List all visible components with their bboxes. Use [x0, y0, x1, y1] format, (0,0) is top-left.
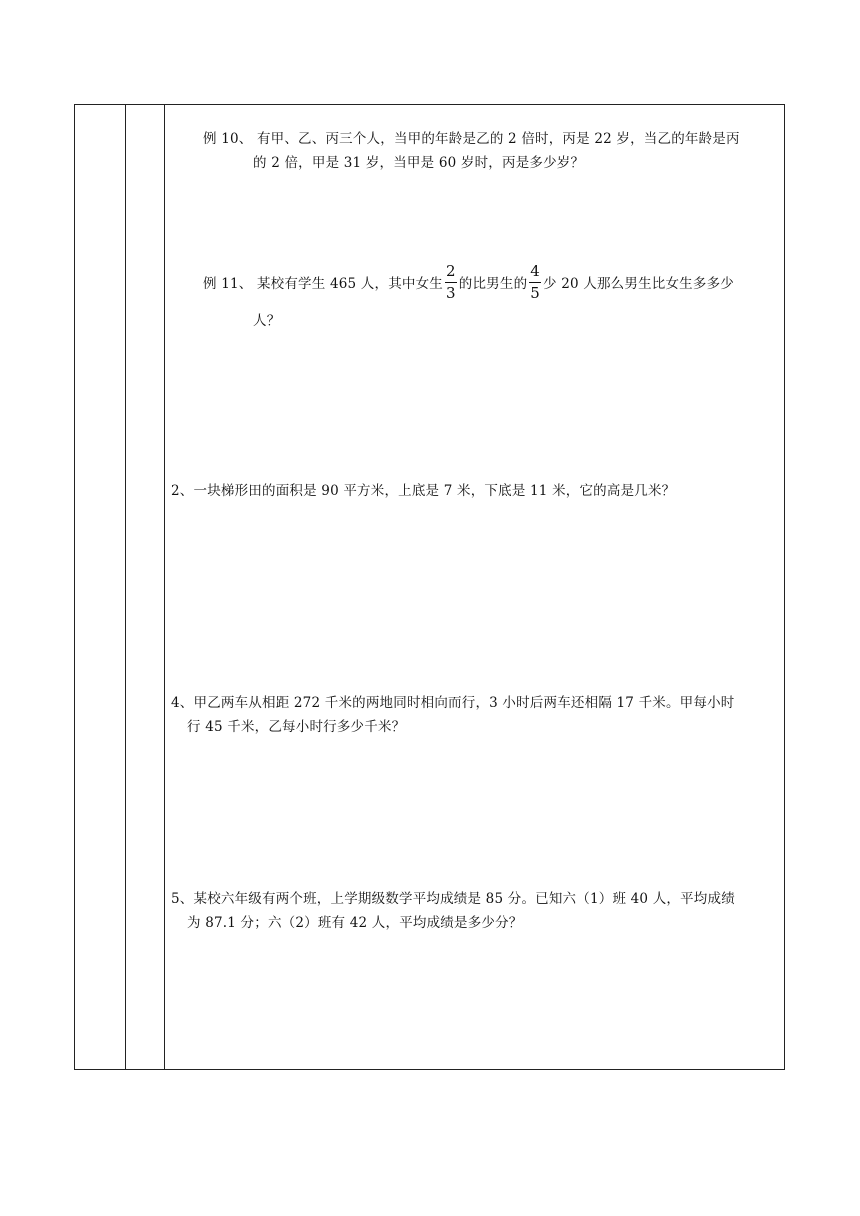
fraction-two-thirds: [445, 261, 457, 302]
column-divider: [164, 105, 165, 1069]
example-11: [203, 263, 783, 333]
fraction-four-fifths: [529, 261, 541, 302]
example-10-line2: 的 2 倍，甲是 31 岁，当甲是 60 岁时，丙是多少岁？: [253, 155, 585, 171]
example-11-text-c: 少 20 人那么男生比女生多多少: [543, 276, 734, 292]
question-5: [171, 887, 783, 935]
question-5-line2: 为 87.1 分；六（2）班有 42 人，平均成绩是多少分？: [187, 915, 523, 931]
column-divider: [125, 105, 126, 1069]
question-4: [171, 691, 783, 739]
question-2-line1: 2、一块梯形田的面积是 90 平方米，上底是 7 米，下底是 11 米，它的高是几米？: [171, 483, 676, 499]
question-4-line1: 4、甲乙两车从相距 272 千米的两地同时相向而行，3 小时后两车还相隔 17 千米。甲每小时: [171, 695, 735, 711]
question-2: [171, 479, 783, 503]
example-10: [203, 127, 783, 175]
example-11-line2: 人？: [253, 313, 281, 329]
fraction-numerator: 4: [529, 264, 541, 283]
example-11-text-b: 的比男生的: [458, 276, 528, 292]
example-11-text-a: 例 11、 某校有学生 465 人，其中女生: [203, 276, 444, 292]
question-5-line1: 5、某校六年级有两个班，上学期级数学平均成绩是 85 分。已知六（1）班 40 人，平均成绩: [171, 891, 735, 907]
fraction-denominator: 5: [530, 283, 541, 302]
question-4-line2: 行 45 千米，乙每小时行多少千米？: [187, 719, 406, 735]
example-11-line1: [203, 263, 783, 305]
fraction-numerator: 2: [445, 264, 457, 283]
fraction-denominator: 3: [446, 283, 456, 302]
example-10-line1: 例 10、 有甲、乙、丙三个人，当甲的年龄是乙的 2 倍时，丙是 22 岁，当乙的年龄是丙: [203, 131, 740, 147]
